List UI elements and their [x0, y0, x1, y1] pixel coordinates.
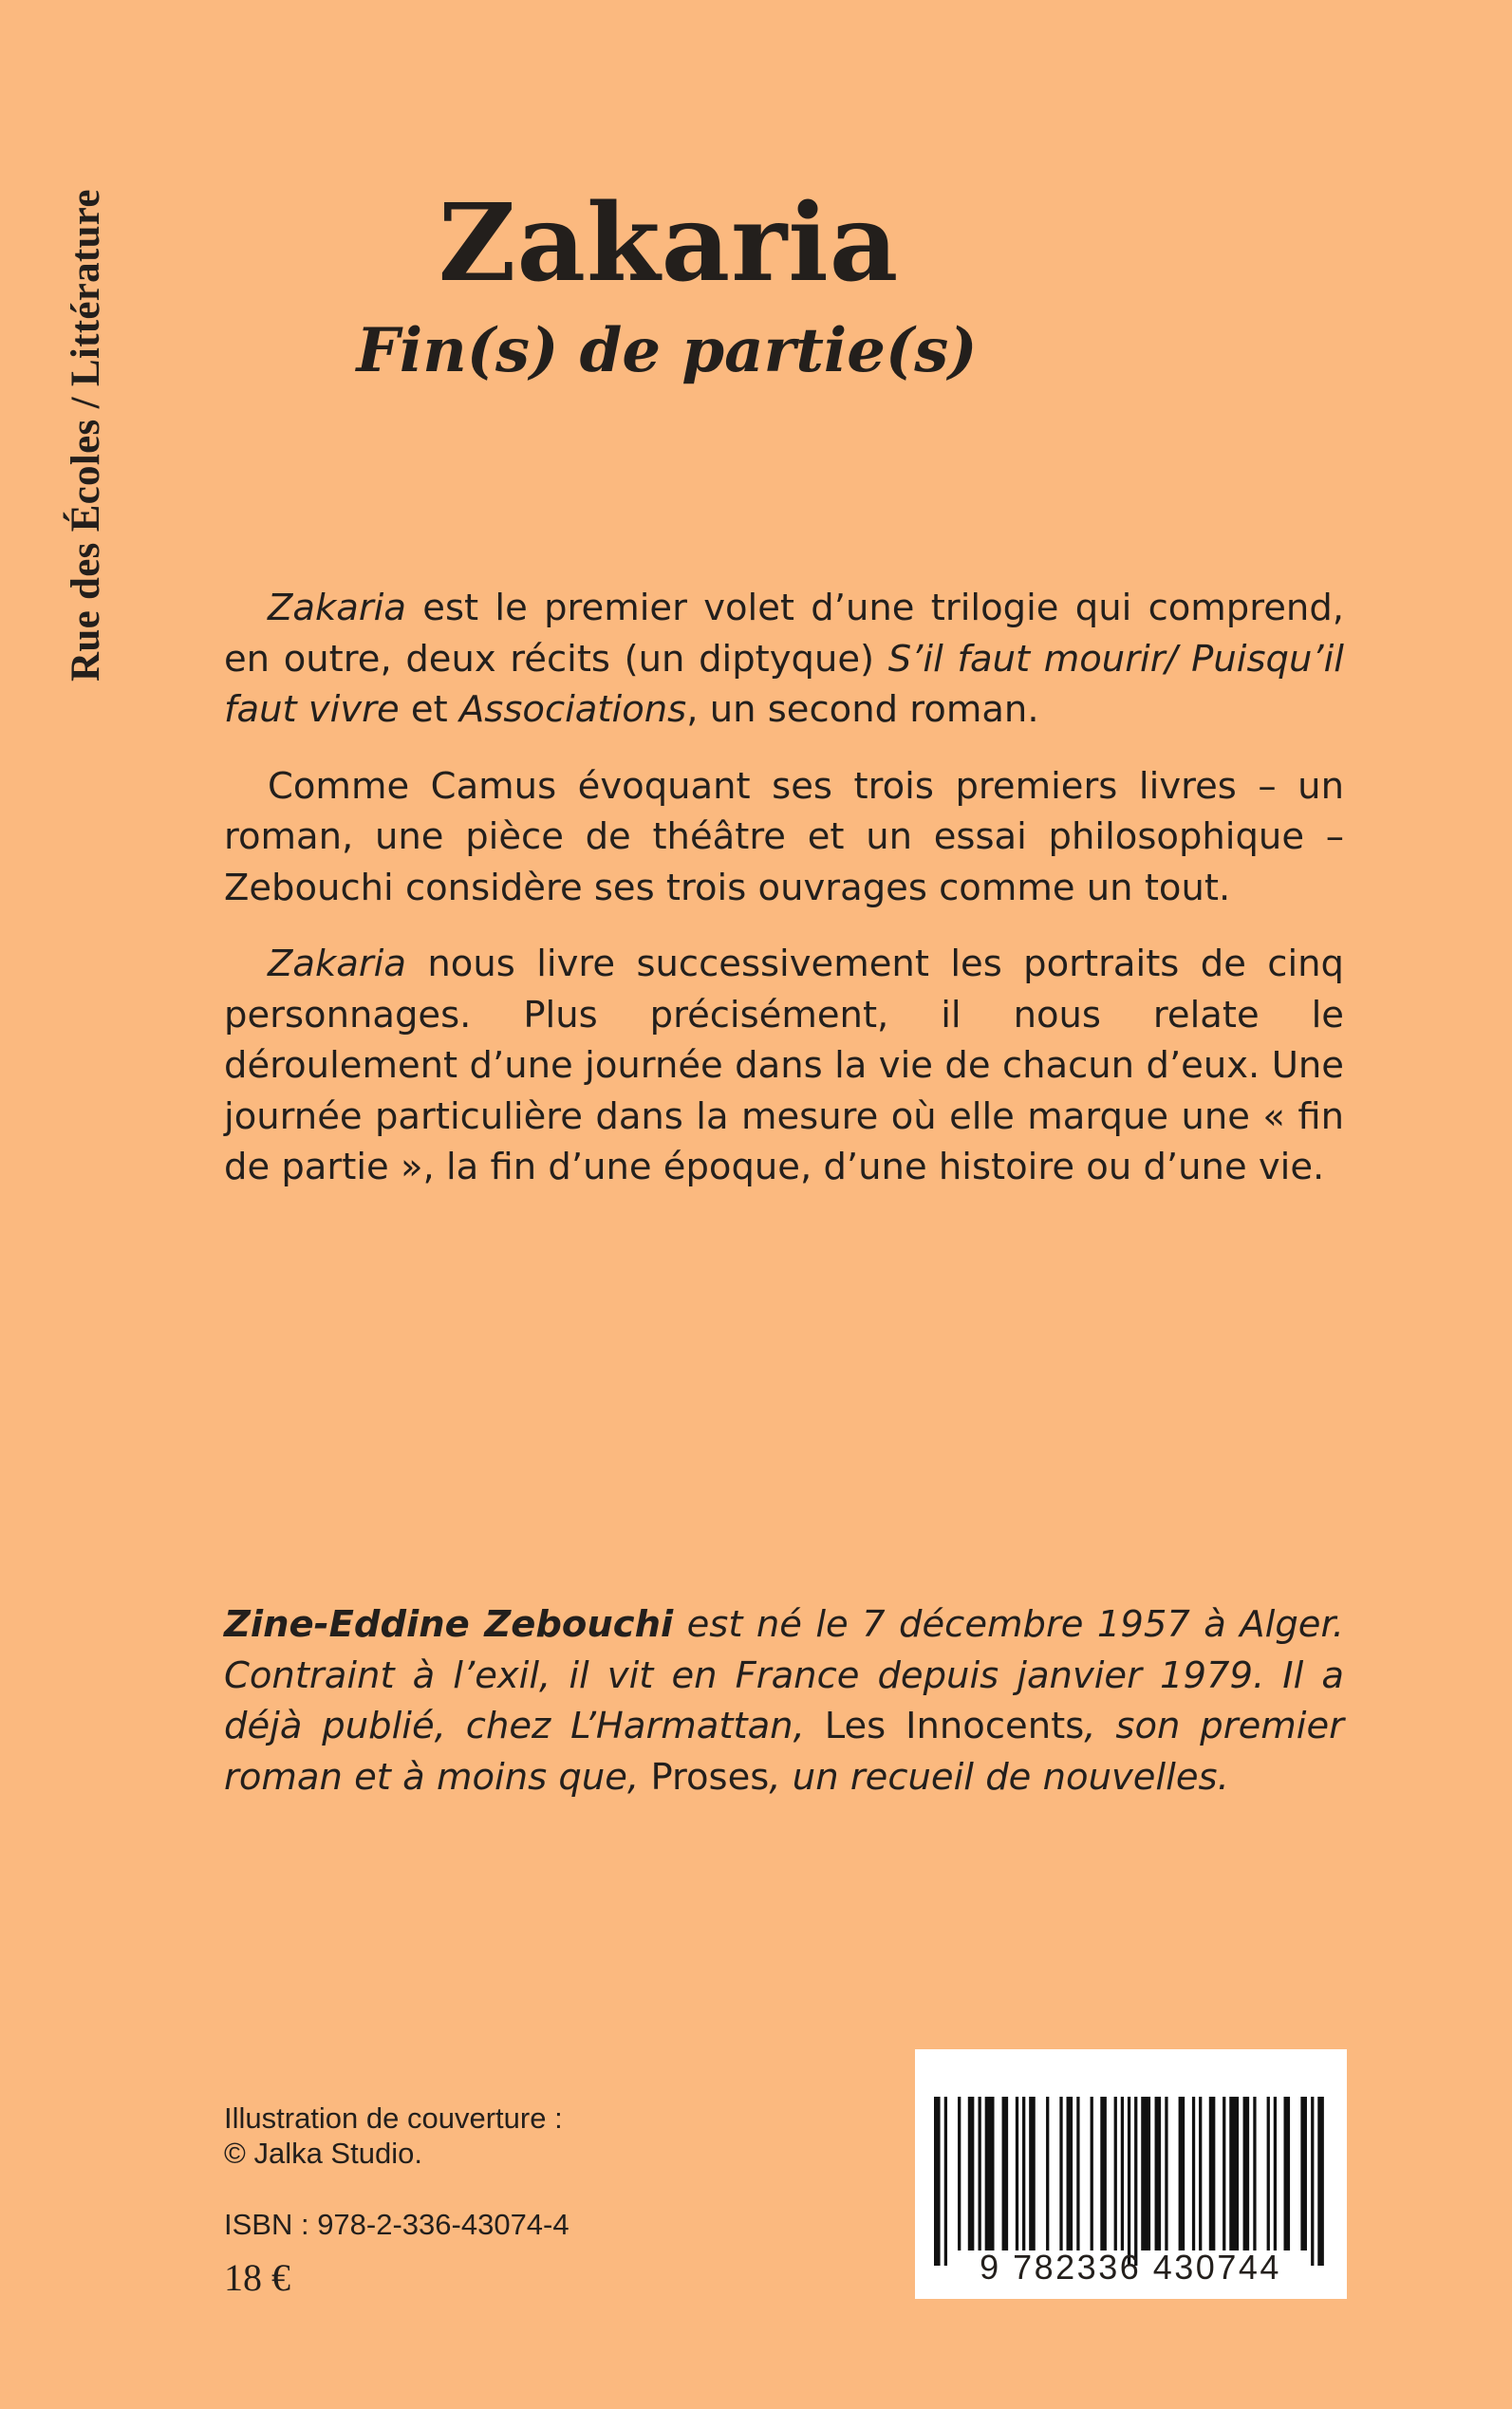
book-subtitle	[0, 313, 1512, 389]
barcode-bar	[1243, 2097, 1250, 2250]
isbn-label: ISBN : 978-2-336-43074-4	[224, 2208, 569, 2241]
barcode-bar	[1311, 2097, 1314, 2266]
barcode-bar	[1121, 2097, 1124, 2250]
barcode-bar	[1100, 2097, 1107, 2250]
blurb-title-ref: Zakaria	[268, 587, 406, 629]
barcode-bar	[1134, 2097, 1137, 2266]
barcode-bars	[934, 2097, 1324, 2266]
barcode-bar	[985, 2097, 995, 2250]
barcode-bar	[1267, 2097, 1270, 2250]
blurb-work-ref: Associations	[458, 688, 687, 731]
author-bio	[224, 1599, 1344, 1828]
barcode-bar	[1141, 2097, 1150, 2250]
barcode-bar	[934, 2097, 941, 2266]
barcode-bar	[1059, 2097, 1062, 2250]
author-name: Zine-Eddine Zebouchi	[224, 1603, 674, 1646]
barcode-bar	[1209, 2097, 1216, 2250]
blurb	[224, 583, 1344, 1219]
barcode-bar	[1165, 2097, 1167, 2250]
blurb-work-ref: S’il faut mourir/ Puisqu’il faut vivre	[224, 637, 1345, 731]
barcode-bar	[1179, 2097, 1185, 2250]
barcode-bar	[1002, 2097, 1009, 2250]
blurb-text: est le premier volet d’une trilogie qui comprend, en outre, deux récits (un diptyque)	[224, 587, 1344, 681]
barcode-bar	[1283, 2097, 1290, 2250]
book-subtitle-text: Fin(s) de partie(s)	[356, 315, 978, 386]
barcode-bar	[1229, 2097, 1239, 2250]
blurb-text: et	[399, 688, 459, 731]
blurb-text: , un second roman.	[686, 688, 1039, 731]
barcode-bar	[1022, 2097, 1025, 2250]
blurb-paragraph-1	[224, 583, 1344, 736]
barcode-bar	[1155, 2097, 1162, 2250]
barcode-bar	[944, 2097, 947, 2266]
barcode-panel	[915, 2049, 1347, 2299]
credits-line-2: © Jalka Studio.	[224, 2137, 422, 2170]
barcode-bar	[1067, 2097, 1073, 2250]
barcode-bar	[1192, 2097, 1195, 2250]
barcode-bar	[1091, 2097, 1093, 2250]
author-work-title: Proses	[650, 1755, 770, 1799]
barcode-bar	[1223, 2097, 1225, 2250]
author-bio-text: est né le 7 décembre 1957 à Alger. Contraint à l’exil, il vit en France depuis janvier 1979. Il a déjà publié, chez L’Harmattan,	[224, 1603, 1344, 1747]
spine-collection-label: Rue des Écoles / Littérature	[64, 189, 108, 682]
barcode-bar	[968, 2097, 975, 2250]
author-bio-text: , son premier roman et à moins que,	[224, 1705, 1344, 1799]
barcode-digits: 9 782336 430744	[980, 2248, 1281, 2287]
blurb-paragraph-3	[224, 939, 1344, 1193]
blurb-paragraph-2: Comme Camus évoquant ses trois premiers livres – un roman, une pièce de théâtre et un essai philosophique – Zebouchi considère ses trois ouvrages comme un tout.	[224, 764, 1344, 909]
credits-line-1: Illustration de couverture :	[224, 2101, 563, 2135]
barcode-bar	[1076, 2097, 1079, 2250]
barcode-bar	[1317, 2097, 1324, 2266]
author-bio-text: , un recueil de nouvelles.	[769, 1755, 1229, 1799]
cover-credits	[224, 2101, 563, 2171]
barcode-bar	[1046, 2097, 1049, 2250]
book-title	[0, 182, 1512, 306]
barcode-bar	[958, 2097, 961, 2250]
barcode-bar	[1029, 2097, 1036, 2250]
barcode-icon	[915, 2049, 1347, 2299]
barcode-bar	[1274, 2097, 1277, 2250]
author-bio-paragraph	[224, 1599, 1344, 1802]
blurb-title-ref: Zakaria	[268, 943, 406, 985]
author-work-title: Les Innocents	[824, 1705, 1085, 1747]
barcode-bar	[1199, 2097, 1202, 2250]
barcode-bar	[1128, 2097, 1130, 2266]
barcode-bar	[1114, 2097, 1117, 2250]
barcode-bar	[1253, 2097, 1256, 2250]
barcode-bar	[1016, 2097, 1018, 2250]
blurb-text: nous livre successivement les portraits de cinq personnages. Plus précisément, il nous relate le déroulement d’une journée dans la vie de chacun d’eux. Une journée particulière dans la mesure où elle marque une « fin de partie », la fin d’une époque, d’une histoire ou d’une vie.	[224, 943, 1344, 1188]
barcode-bar	[979, 2097, 981, 2250]
price-label: 18 €	[224, 2256, 290, 2299]
barcode-bar	[1300, 2097, 1307, 2250]
book-title-text: Zakaria	[438, 181, 900, 306]
